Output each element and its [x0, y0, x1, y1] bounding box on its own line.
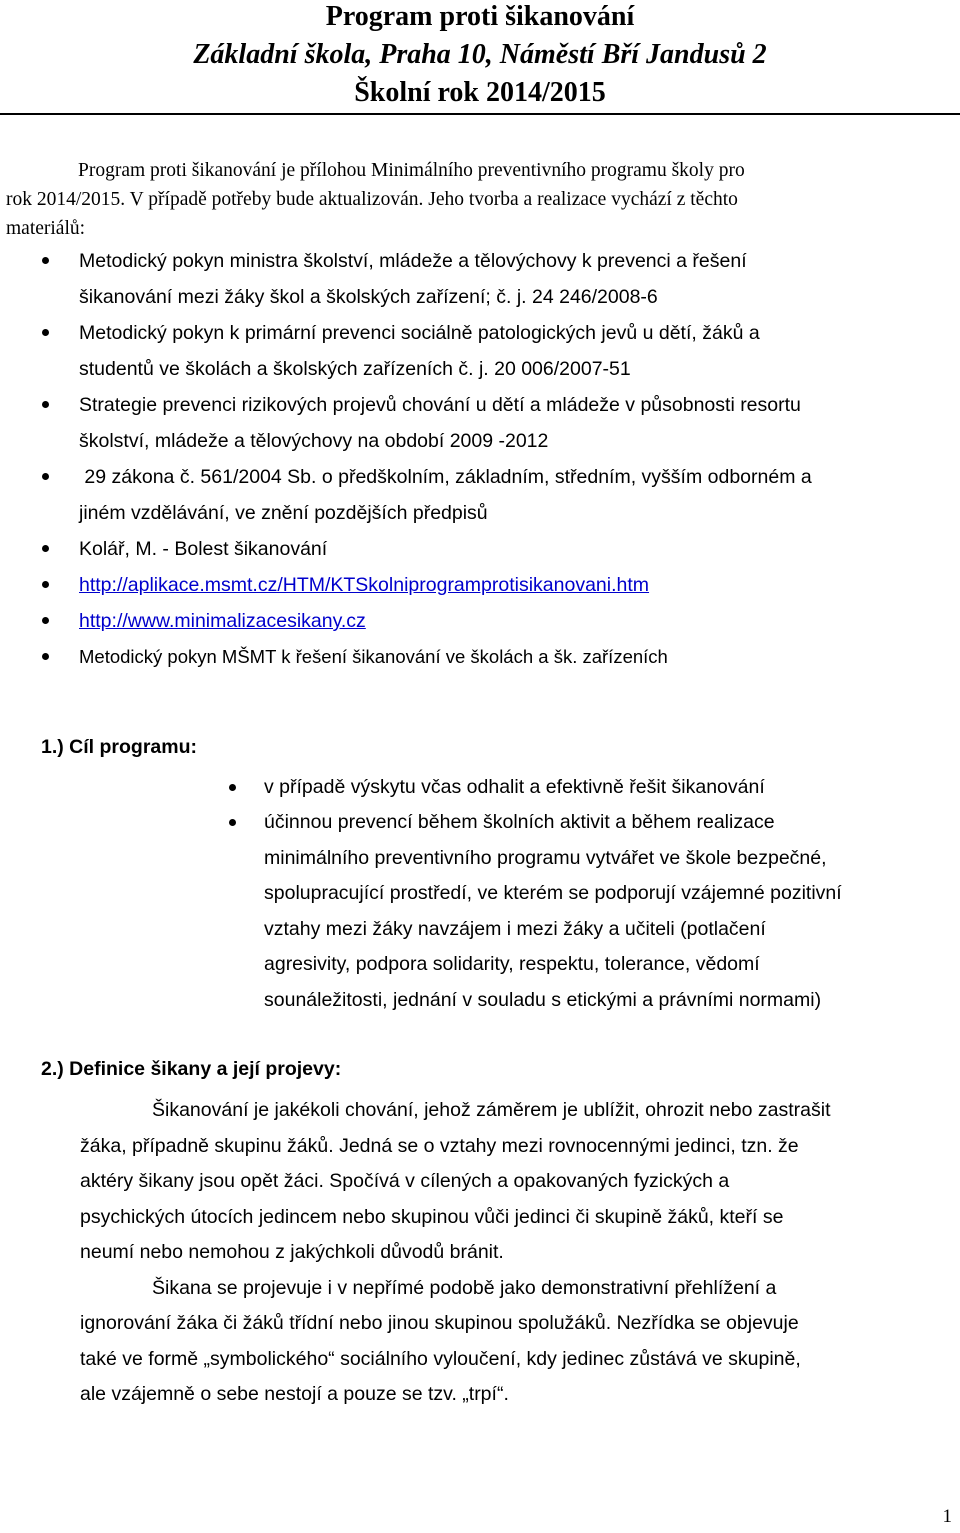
bullet-icon	[42, 653, 49, 660]
list-item: v případě výskytu včas odhalit a efektivně řešit šikanování	[264, 776, 765, 798]
bullet-icon	[42, 473, 49, 480]
minimalizacesikany-link[interactable]: http://www.minimalizacesikany.cz	[79, 610, 366, 632]
paragraph: Šikana se projevuje i v nepřímé podobě jako demonstrativní přehlížení a ignorování žáka či žáků třídní nebo jinou skupinou spolužáků. Nezřídka se objevuje také ve formě „symbolického“ sociálního vyloučení, kdy jedinec zůstává ve skupině, ale vzájemně o sebe nestojí a pouze se tzv. „trpí“.	[80, 1276, 801, 1405]
bullet-icon	[229, 819, 236, 826]
msmt-link[interactable]: http://aplikace.msmt.cz/HTM/KTSkolniprogramprotisikanovani.htm	[79, 574, 650, 596]
bullet-icon	[229, 784, 236, 791]
intro-line: Program proti šikanování je přílohou Minimálního preventivního programu školy pro	[78, 160, 745, 181]
bullet-icon	[42, 617, 49, 624]
school-name: Základní škola, Praha 10, Náměstí Bří Jandusů 2	[193, 39, 767, 70]
bullet-icon	[42, 401, 49, 408]
bullet-icon	[42, 257, 49, 264]
intro-paragraph	[6, 156, 956, 243]
intro-line: materiálů:	[6, 218, 86, 239]
definition-text	[80, 1093, 952, 1413]
intro-line: rok 2014/2015. V případě potřeby bude aktualizován. Jeho tvorba a realizace vychází z těchto	[6, 189, 738, 210]
paragraph: Šikanování je jakékoli chování, jehož záměrem je ublížit, ohrozit nebo zastrašit žáka, případně skupinu žáků. Jedná se o vztahy mezi rovnocennými jedinci, tzn. že aktéry šikany jsou opět žáci. Spočívá v cílených a opakovaných fyzických a psychických útocích jedincem nebo skupinou vůči jedinci či skupině žáků, kteří se neumí nebo nemohou z jakýchkoli důvodů bránit.	[80, 1099, 831, 1263]
bullet-icon	[42, 329, 49, 336]
document-title: Program proti šikanování	[325, 1, 635, 32]
list-item: účinnou prevencí během školních aktivit a během realizace	[264, 811, 775, 833]
bullet-icon	[42, 581, 49, 588]
school-year: Školní rok 2014/2015	[354, 77, 606, 108]
page-number: 1	[942, 1506, 952, 1527]
section-heading-definition: 2.) Definice šikany a její projevy:	[41, 1058, 342, 1080]
bullet-icon	[42, 545, 49, 552]
header-divider	[0, 113, 960, 115]
section-heading-goals: 1.) Cíl programu:	[41, 736, 198, 758]
